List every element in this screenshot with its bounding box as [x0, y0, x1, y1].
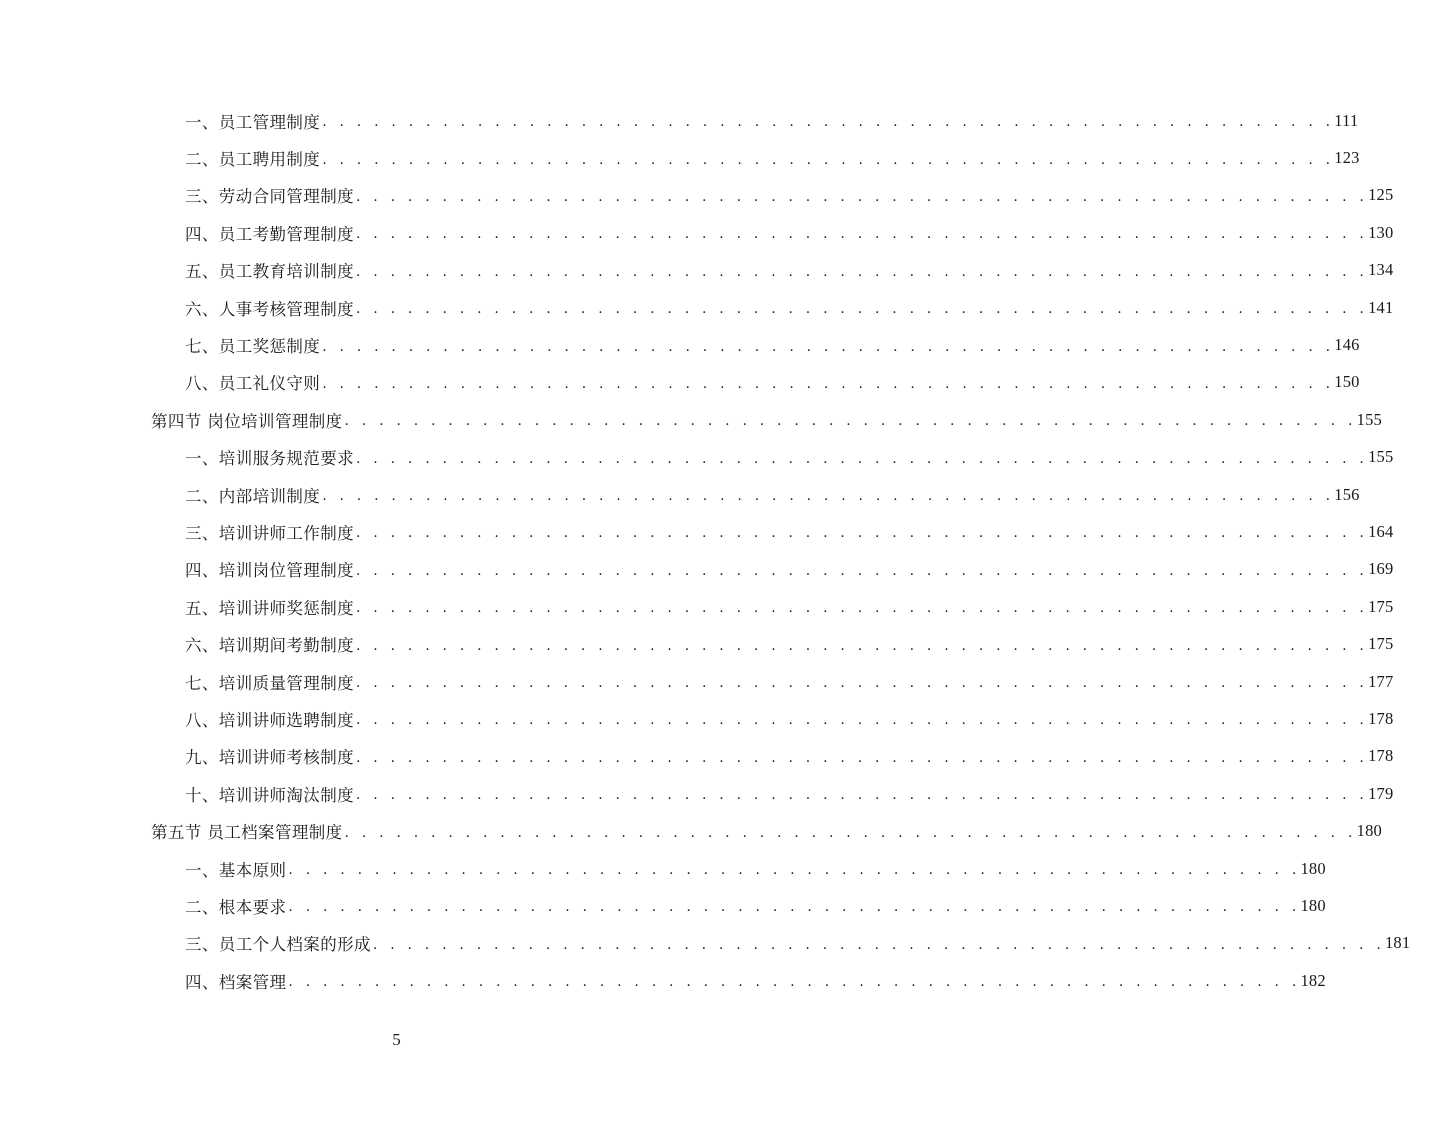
toc-entry-label: 六、人事考核管理制度 — [185, 299, 354, 319]
toc-dot-leader: . . . . . . . . . . . . . . . . . . . . . . . . . . . . . . . . . . . . . . . . . . . . . . . . . . . . . . . . . . . — [322, 338, 1335, 355]
toc-entry-page-number: 178 — [1368, 746, 1394, 766]
toc-dot-leader: . . . . . . . . . . . . . . . . . . . . . . . . . . . . . . . . . . . . . . . . . . . . . . . . . . . . . . . . . . . — [356, 600, 1369, 617]
toc-entry[interactable] — [0, 588, 1394, 625]
toc-dot-leader: . . . . . . . . . . . . . . . . . . . . . . . . . . . . . . . . . . . . . . . . . . . . . . . . . . . . . . . . . . . — [356, 637, 1369, 654]
toc-entry[interactable] — [0, 102, 1359, 139]
toc-entry-page-number: 155 — [1356, 409, 1382, 429]
toc-entry-page-number: 111 — [1334, 110, 1359, 130]
toc-entry-page-number: 141 — [1368, 297, 1394, 317]
toc-entry-page-number: 125 — [1368, 185, 1394, 205]
toc-entry-page-number: 156 — [1334, 484, 1360, 504]
toc-entry[interactable] — [0, 962, 1326, 999]
toc-entry[interactable] — [0, 214, 1394, 251]
toc-entry[interactable] — [0, 476, 1360, 513]
toc-entry-page-number: 150 — [1334, 372, 1360, 392]
toc-dot-leader: . . . . . . . . . . . . . . . . . . . . . . . . . . . . . . . . . . . . . . . . . . . . . . . . . . . . . . . . . . . — [356, 263, 1369, 280]
toc-entry-page-number: 175 — [1368, 596, 1394, 616]
toc-entry-label: 四、培训岗位管理制度 — [185, 561, 354, 581]
toc-entry-label: 第五节 员工档案管理制度 — [151, 823, 343, 843]
toc-entry-label: 第四节 岗位培训管理制度 — [151, 411, 343, 431]
toc-dot-leader: . . . . . . . . . . . . . . . . . . . . . . . . . . . . . . . . . . . . . . . . . . . . . . . . . . . . . . . . . . . — [356, 787, 1369, 804]
toc-entry[interactable] — [0, 139, 1360, 176]
toc-entry-label: 三、劳动合同管理制度 — [185, 187, 354, 207]
toc-dot-leader: . . . . . . . . . . . . . . . . . . . . . . . . . . . . . . . . . . . . . . . . . . . . . . . . . . . . . . . . . . . — [322, 488, 1335, 505]
toc-entry-page-number: 155 — [1368, 447, 1394, 467]
toc-entry[interactable] — [0, 364, 1360, 401]
toc-entry-page-number: 178 — [1368, 708, 1394, 728]
toc-entry-page-number: 179 — [1368, 783, 1394, 803]
toc-dot-leader: . . . . . . . . . . . . . . . . . . . . . . . . . . . . . . . . . . . . . . . . . . . . . . . . . . . . . . . . . . . — [372, 936, 1385, 953]
toc-entry-label: 三、员工个人档案的形成 — [185, 935, 371, 955]
toc-entry-label: 十、培训讲师淘汰制度 — [185, 785, 354, 805]
toc-entry-label: 八、培训讲师选聘制度 — [185, 710, 354, 730]
toc-entry[interactable] — [0, 887, 1326, 924]
toc-entry-label: 一、基本原则 — [185, 860, 287, 880]
page-number: 5 — [392, 1030, 401, 1049]
toc-dot-leader: . . . . . . . . . . . . . . . . . . . . . . . . . . . . . . . . . . . . . . . . . . . . . . . . . . . . . . . . . . . — [288, 899, 1301, 916]
toc-entry-label: 一、员工管理制度 — [185, 112, 321, 132]
toc-entry[interactable] — [0, 700, 1394, 737]
toc-section-entry[interactable] — [0, 401, 1382, 438]
toc-entry-page-number: 169 — [1368, 559, 1394, 579]
toc-entry[interactable] — [0, 850, 1326, 887]
toc-dot-leader: . . . . . . . . . . . . . . . . . . . . . . . . . . . . . . . . . . . . . . . . . . . . . . . . . . . . . . . . . . . — [356, 450, 1369, 467]
toc-entry-page-number: 181 — [1384, 933, 1411, 953]
toc-entry-label: 二、内部培训制度 — [185, 486, 321, 506]
toc-dot-leader: . . . . . . . . . . . . . . . . . . . . . . . . . . . . . . . . . . . . . . . . . . . . . . . . . . . . . . . . . . . — [356, 675, 1369, 692]
toc-dot-leader: . . . . . . . . . . . . . . . . . . . . . . . . . . . . . . . . . . . . . . . . . . . . . . . . . . . . . . . . . . . — [356, 525, 1369, 542]
toc-entry[interactable] — [0, 289, 1394, 326]
toc-entry-label: 四、档案管理 — [185, 972, 287, 992]
toc-entry-label: 五、培训讲师奖惩制度 — [185, 598, 354, 618]
toc-entry-label: 八、员工礼仪守则 — [185, 374, 321, 394]
toc-dot-leader: . . . . . . . . . . . . . . . . . . . . . . . . . . . . . . . . . . . . . . . . . . . . . . . . . . . . . . . . . . . — [356, 188, 1369, 205]
toc-entry-page-number: 177 — [1368, 671, 1394, 691]
toc-entry[interactable] — [0, 775, 1394, 812]
toc-entry-page-number: 180 — [1300, 895, 1326, 915]
toc-dot-leader: . . . . . . . . . . . . . . . . . . . . . . . . . . . . . . . . . . . . . . . . . . . . . . . . . . . . . . . . . . . — [356, 712, 1369, 729]
toc-dot-leader: . . . . . . . . . . . . . . . . . . . . . . . . . . . . . . . . . . . . . . . . . . . . . . . . . . . . . . . . . . . — [344, 413, 1357, 430]
toc-entry[interactable] — [0, 513, 1394, 550]
toc-entry-label: 五、员工教育培训制度 — [185, 262, 354, 282]
toc-section-entry[interactable] — [0, 812, 1382, 849]
toc-dot-leader: . . . . . . . . . . . . . . . . . . . . . . . . . . . . . . . . . . . . . . . . . . . . . . . . . . . . . . . . . . . — [356, 749, 1369, 766]
toc-entry-label: 六、培训期间考勤制度 — [185, 636, 354, 656]
toc-dot-leader: . . . . . . . . . . . . . . . . . . . . . . . . . . . . . . . . . . . . . . . . . . . . . . . . . . . . . . . . . . . — [356, 226, 1369, 243]
toc-entry-page-number: 175 — [1368, 634, 1394, 654]
toc-entry-label: 二、根本要求 — [185, 897, 287, 917]
toc-entry-page-number: 180 — [1356, 821, 1382, 841]
toc-entry-page-number: 180 — [1300, 858, 1326, 878]
toc-dot-leader: . . . . . . . . . . . . . . . . . . . . . . . . . . . . . . . . . . . . . . . . . . . . . . . . . . . . . . . . . . . — [322, 375, 1335, 392]
toc-dot-leader: . . . . . . . . . . . . . . . . . . . . . . . . . . . . . . . . . . . . . . . . . . . . . . . . . . . . . . . . . . . — [288, 974, 1301, 991]
toc-entry[interactable] — [0, 663, 1394, 700]
toc-entry-page-number: 134 — [1368, 260, 1394, 280]
toc-entry-label: 二、员工聘用制度 — [185, 150, 321, 170]
toc-entry-label: 一、培训服务规范要求 — [185, 449, 354, 469]
toc-dot-leader: . . . . . . . . . . . . . . . . . . . . . . . . . . . . . . . . . . . . . . . . . . . . . . . . . . . . . . . . . . . — [322, 151, 1335, 168]
toc-entry-page-number: 146 — [1334, 335, 1360, 355]
toc-entry-label: 七、培训质量管理制度 — [185, 673, 354, 693]
toc-dot-leader: . . . . . . . . . . . . . . . . . . . . . . . . . . . . . . . . . . . . . . . . . . . . . . . . . . . . . . . . . . . — [344, 824, 1357, 841]
toc-entry[interactable] — [0, 551, 1394, 588]
toc-entry-page-number: 164 — [1368, 521, 1394, 541]
toc-entry[interactable] — [0, 439, 1394, 476]
toc-entry[interactable] — [0, 738, 1394, 775]
toc-dot-leader: . . . . . . . . . . . . . . . . . . . . . . . . . . . . . . . . . . . . . . . . . . . . . . . . . . . . . . . . . . . — [288, 862, 1301, 878]
toc-entry-page-number: 130 — [1368, 222, 1394, 242]
toc-entry[interactable] — [0, 625, 1394, 662]
toc-entry-label: 九、培训讲师考核制度 — [185, 748, 354, 768]
toc-entry[interactable] — [0, 326, 1360, 363]
toc-entry-label: 七、员工奖惩制度 — [185, 337, 321, 357]
toc-dot-leader: . . . . . . . . . . . . . . . . . . . . . . . . . . . . . . . . . . . . . . . . . . . . . . . . . . . . . . . . . . . — [356, 301, 1369, 318]
toc-dot-leader: . . . . . . . . . . . . . . . . . . . . . . . . . . . . . . . . . . . . . . . . . . . . . . . . . . . . . . . . . . . — [322, 114, 1335, 131]
table-of-contents — [0, 102, 1411, 999]
toc-entry[interactable] — [0, 925, 1411, 962]
toc-entry-page-number: 182 — [1300, 970, 1326, 990]
toc-entry[interactable] — [0, 177, 1394, 214]
toc-entry[interactable] — [0, 252, 1394, 289]
toc-entry-label: 四、员工考勤管理制度 — [185, 224, 354, 244]
toc-dot-leader: . . . . . . . . . . . . . . . . . . . . . . . . . . . . . . . . . . . . . . . . . . . . . . . . . . . . . . . . . . . — [356, 562, 1369, 579]
toc-entry-page-number: 123 — [1334, 148, 1360, 168]
toc-entry-label: 三、培训讲师工作制度 — [185, 523, 354, 543]
